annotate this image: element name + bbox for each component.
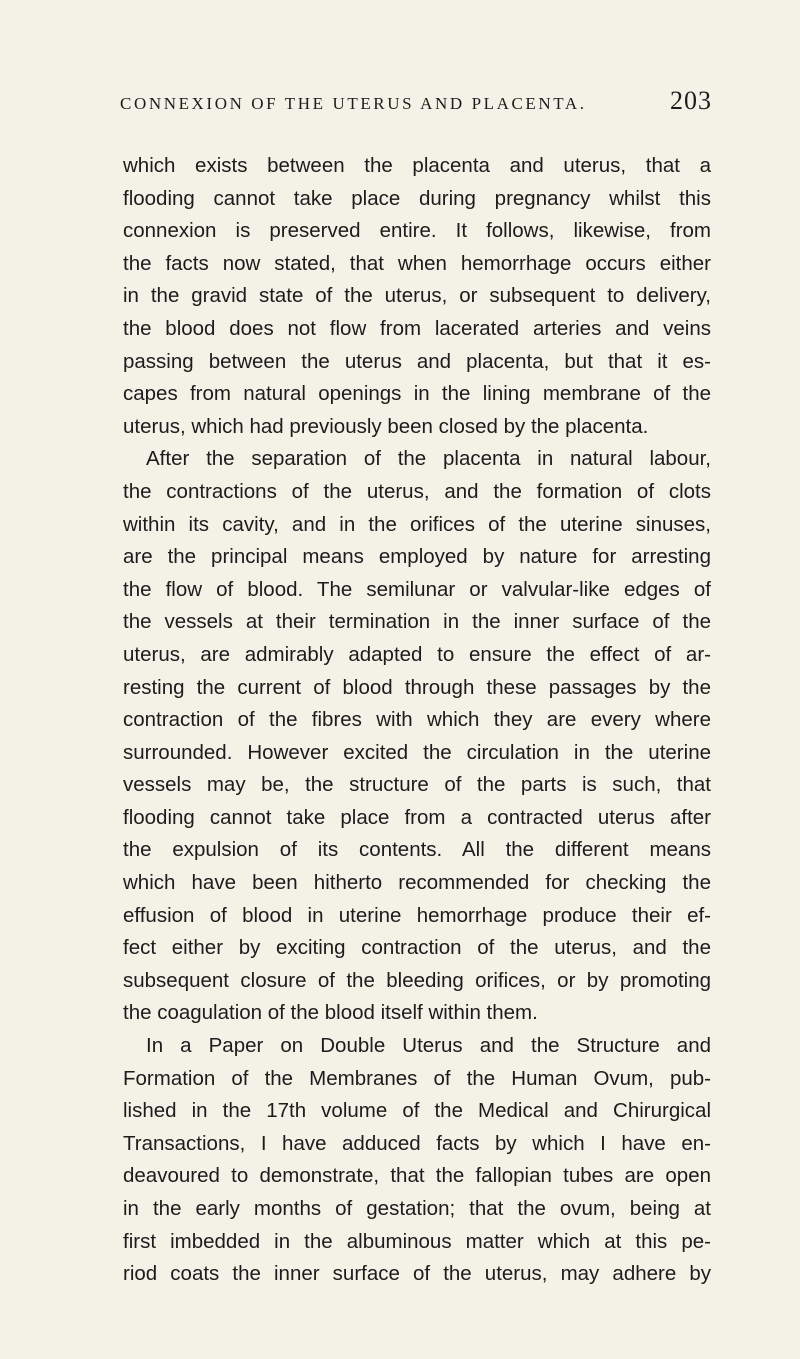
text-line: the expulsion of its contents. All the different means [123,838,711,862]
text-line: deavoured to demonstrate, that the fallopian tubes are open [123,1164,711,1188]
text-line: flooding cannot take place from a contracted uterus after [123,805,711,829]
text-line: passing between the uterus and placenta, but that it es- [123,349,711,373]
text-line: in the early months of gestation; that the ovum, being at [123,1197,711,1220]
text-line: the coagulation of the blood itself within them. [123,1001,538,1025]
text-line: are the principal means employed by nature for arresting [123,545,711,569]
text-line: In a Paper on Double Uterus and the Structure and [146,1034,711,1058]
text-line: Formation of the Membranes of the Human Ovum, pub- [123,1066,711,1090]
text-line: contraction of the fibres with which they are every where [123,708,711,732]
text-line: vessels may be, the structure of the parts is such, that [123,773,711,797]
text-line: the vessels at their termination in the inner surface of the [123,610,711,634]
text-line: After the separation of the placenta in natural labour, [146,447,711,471]
text-line: fect either by exciting contraction of the uterus, and the [123,936,711,960]
text-line: capes from natural openings in the lining membrane of the [123,382,711,406]
text-line: resting the current of blood through these passages by the [123,675,711,699]
text-line: first imbedded in the albuminous matter which at this pe- [123,1229,711,1253]
page-number: 203 [670,86,712,115]
text-line: the flow of blood. The semilunar or valvular-like edges of [123,577,711,601]
running-title: CONNEXION OF THE UTERUS AND PLACENTA. [120,94,587,113]
text-line: subsequent closure of the bleeding orifices, or by promoting [123,968,711,992]
text-line: connexion is preserved entire. It follows, likewise, from [123,219,711,243]
text-line: uterus, are admirably adapted to ensure the effect of ar- [123,642,711,666]
text-line: the blood does not flow from lacerated arteries and veins [123,316,711,340]
text-line: Transactions, I have adduced facts by which I have en- [123,1131,711,1155]
text-line: surrounded. However excited the circulation in the uterine [123,740,711,764]
text-line: uterus, which had previously been closed by the placenta. [123,414,649,438]
text-line: in the gravid state of the uterus, or subsequent to delivery, [123,284,711,308]
text-line: the facts now stated, that when hemorrhage occurs either [123,251,711,275]
text-line: which exists between the placenta and uterus, that a [123,154,711,177]
text-line: within its cavity, and in the orifices of the uterine sinuses, [123,512,711,536]
text-line: lished in the 17th volume of the Medical and Chirurgical [123,1099,711,1123]
text-line: riod coats the inner surface of the uterus, may adhere by [123,1262,711,1286]
text-line: effusion of blood in uterine hemorrhage produce their ef- [123,903,711,927]
text-line: flooding cannot take place during pregnancy whilst this [123,186,711,210]
text-line: which have been hitherto recommended for checking the [123,871,711,895]
running-head [120,86,712,118]
body-text [123,150,711,1291]
text-line: the contractions of the uterus, and the formation of clots [123,479,711,503]
